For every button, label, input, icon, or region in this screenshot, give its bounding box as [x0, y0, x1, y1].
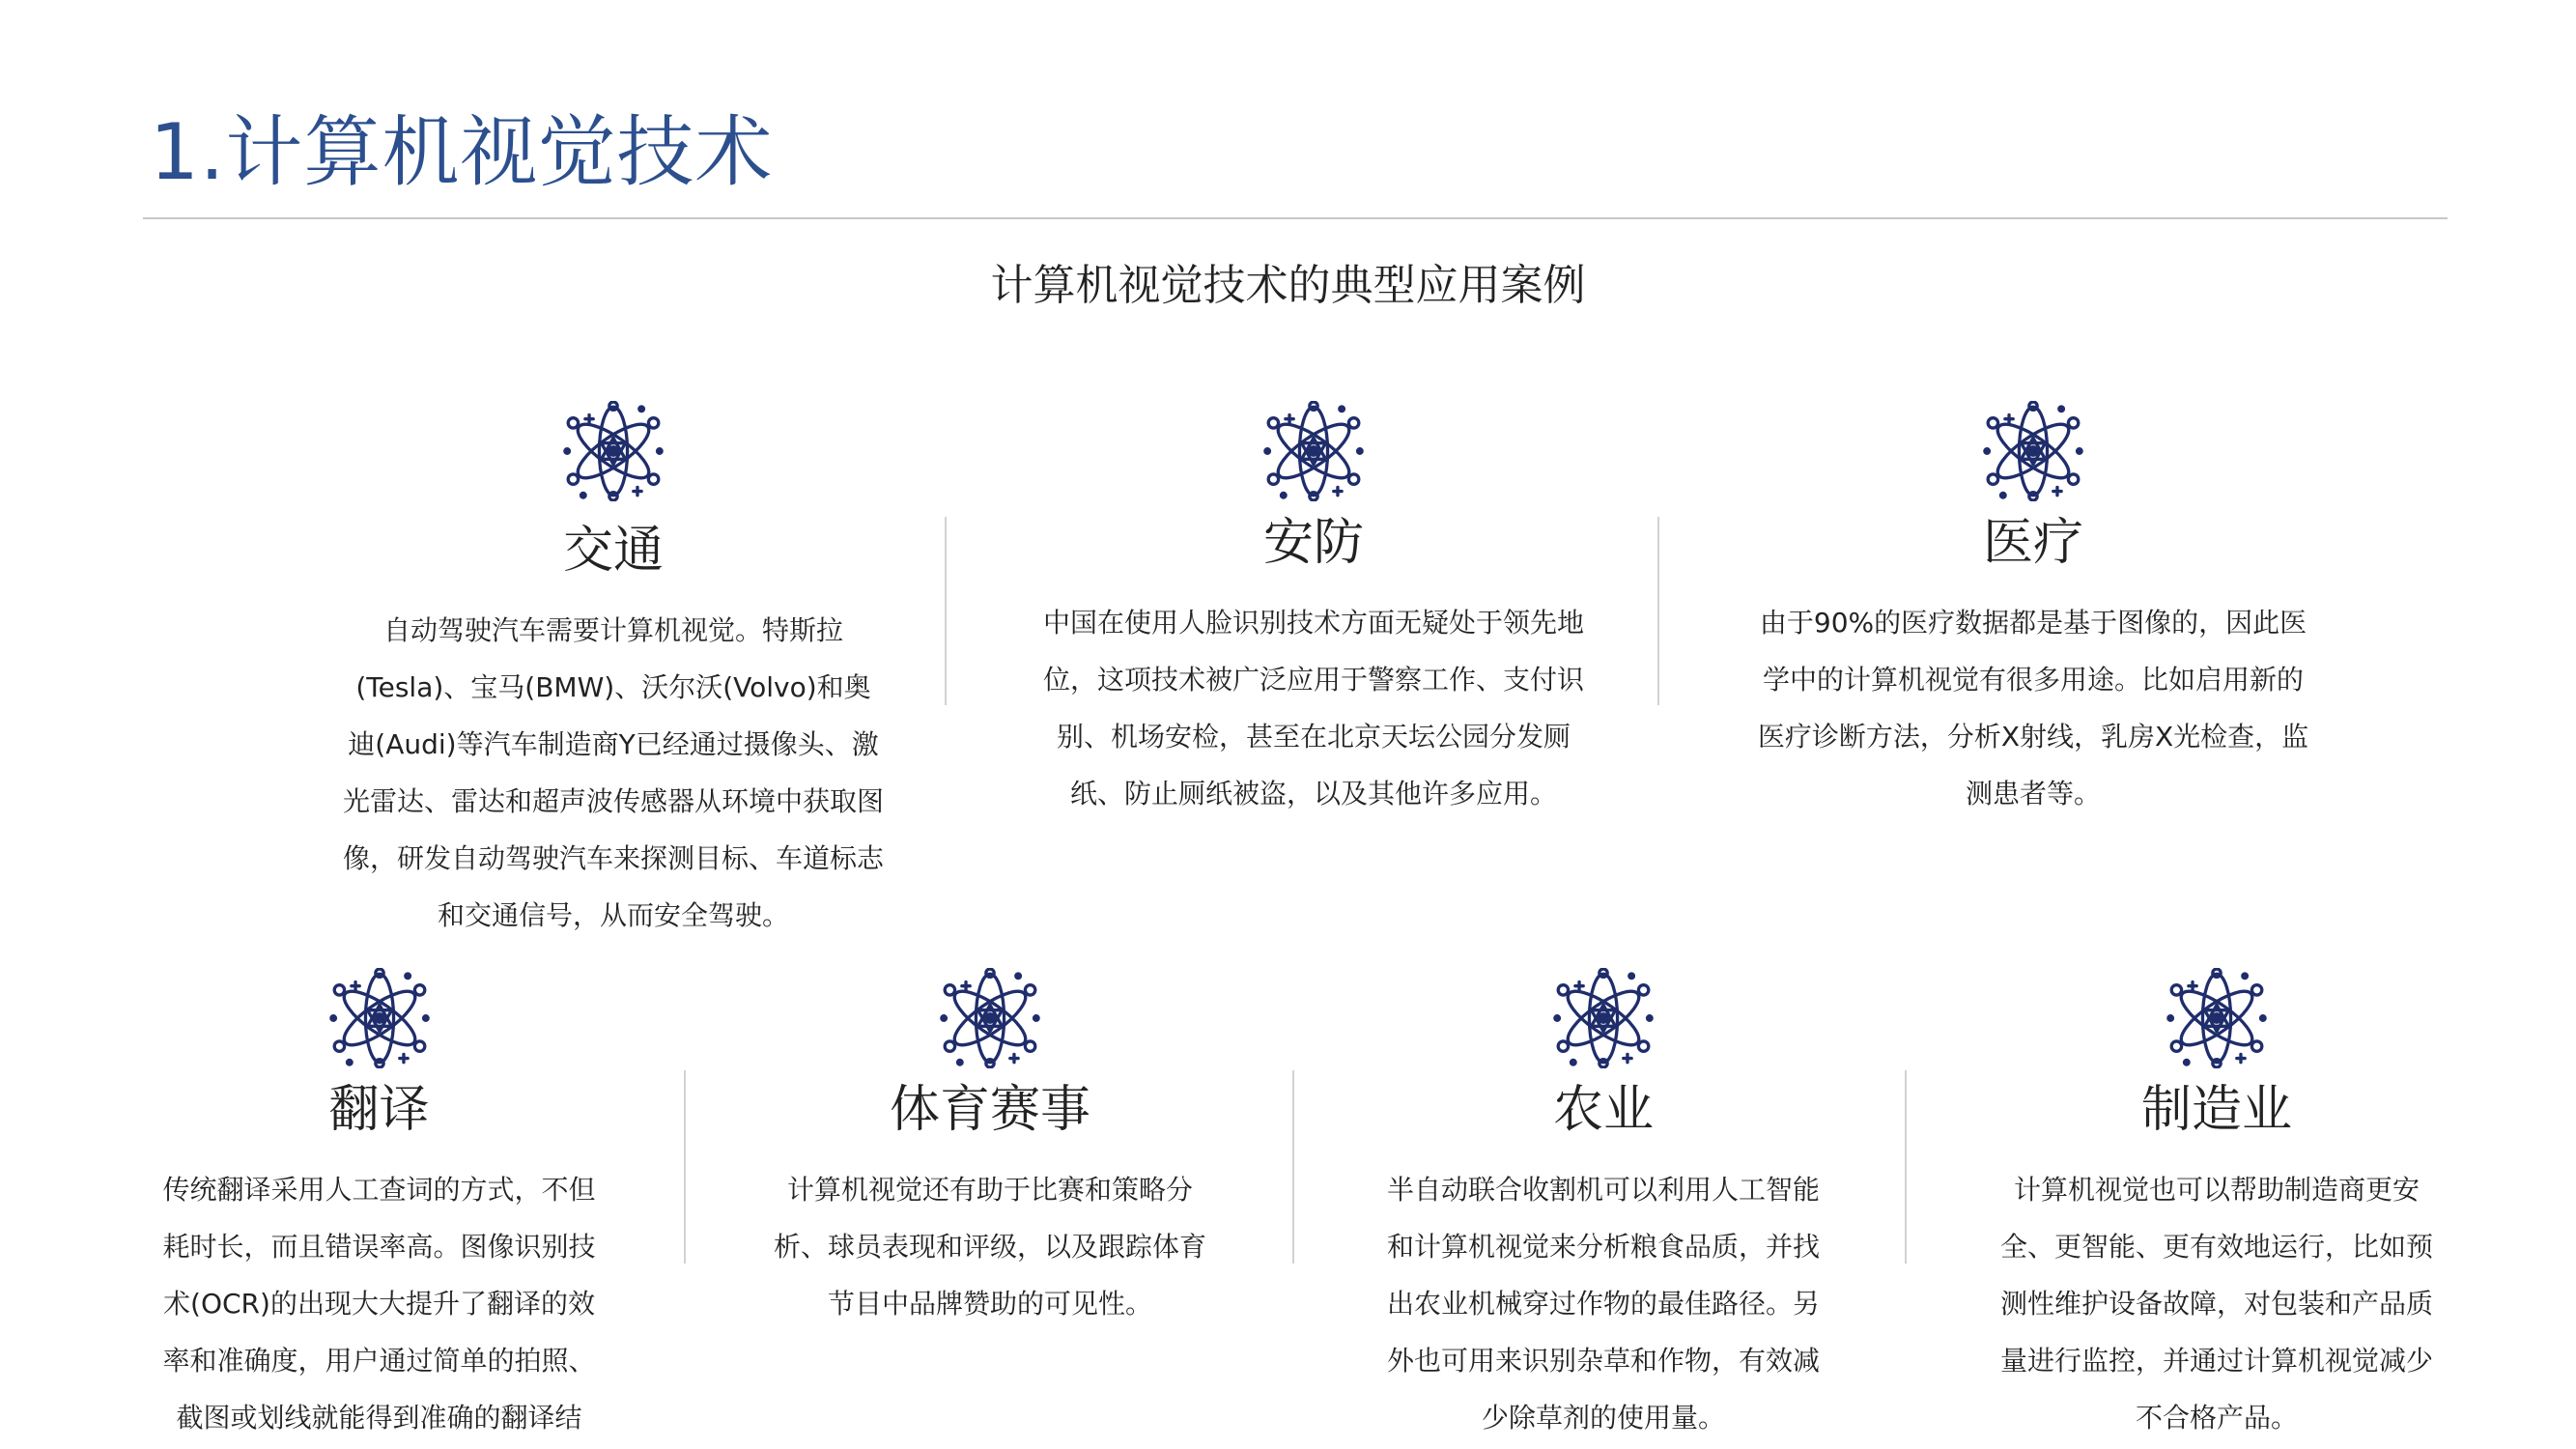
application-card-translation [155, 968, 604, 1446]
application-card-sports [768, 968, 1212, 1332]
card-title: 医疗 [1982, 514, 2083, 572]
application-card-traffic [343, 401, 884, 944]
card-text: 由于90%的医疗数据都是基于图像的，因此医学中的计算机视觉有很多用途。比如启用新的医疗诊断方法，分析X射线，乳房X光检查，监测患者等。 [1757, 607, 2309, 810]
atom-icon [940, 968, 1040, 1068]
atom-icon [2166, 968, 2267, 1068]
title-divider [143, 217, 2448, 219]
card-text: 自动驾驶汽车需要计算机视觉。特斯拉(Tesla)、宝马(BMW)、沃尔沃(Volvo)和奥迪(Audi)等汽车制造商Y已经通过摄像头、激光雷达、雷达和超声波传感器从环境中获取图像，研发自动驾驶汽车来探测目标、车道标志和交通信号，从而安全驾驶。 [343, 614, 885, 932]
card-title: 体育赛事 [889, 1081, 1090, 1139]
column-divider [684, 1070, 686, 1264]
column-divider [945, 517, 947, 705]
card-text: 半自动联合收割机可以利用人工智能和计算机视觉来分析粮食品质，并找出农业机械穿过作物的最佳路径。另外也可用来识别杂草和作物，有效减少除草剂的使用量。 [1386, 1174, 1820, 1435]
atom-icon [1553, 968, 1654, 1068]
atom-icon [1263, 401, 1364, 501]
application-card-manufacturing [1990, 968, 2444, 1446]
application-card-medical [1753, 401, 2313, 822]
card-text: 计算机视觉也可以帮助制造商更安全、更智能、更有效地运行，比如预测性维护设备故障，对包装和产品质量进行监控，并通过计算机视觉减少不合格产品。 [1999, 1174, 2433, 1435]
card-title: 交通 [562, 522, 664, 580]
application-card-security [1033, 401, 1594, 822]
atom-icon [329, 968, 430, 1068]
card-title: 安防 [1262, 514, 1364, 572]
card-title: 翻译 [328, 1081, 430, 1139]
card-text: 中国在使用人脸识别技术方面无疑处于领先地位，这项技术被广泛应用于警察工作、支付识别、机场安检，甚至在北京天坛公园分发厕纸、防止厕纸被盗，以及其他许多应用。 [1042, 607, 1584, 810]
column-divider [1292, 1070, 1294, 1264]
column-divider [1657, 517, 1659, 705]
application-card-agriculture [1376, 968, 1830, 1446]
card-text: 传统翻译采用人工查词的方式，不但耗时长，而且错误率高。图像识别技术(OCR)的出现大大提升了翻译的效率和准确度，用户通过简单的拍照、截图或划线就能得到准确的翻译结 [162, 1174, 596, 1435]
page-title: 1.计算机视觉技术 [150, 107, 774, 197]
atom-icon [563, 401, 664, 501]
section-subtitle: 计算机视觉技术的典型应用案例 [990, 261, 1586, 310]
column-divider [1905, 1070, 1907, 1264]
atom-icon [1983, 401, 2083, 501]
card-title: 制造业 [2140, 1081, 2292, 1139]
card-title: 农业 [1552, 1081, 1654, 1139]
card-text: 计算机视觉还有助于比赛和策略分析、球员表现和评级，以及跟踪体育节目中品牌赞助的可见性。 [773, 1174, 1206, 1321]
